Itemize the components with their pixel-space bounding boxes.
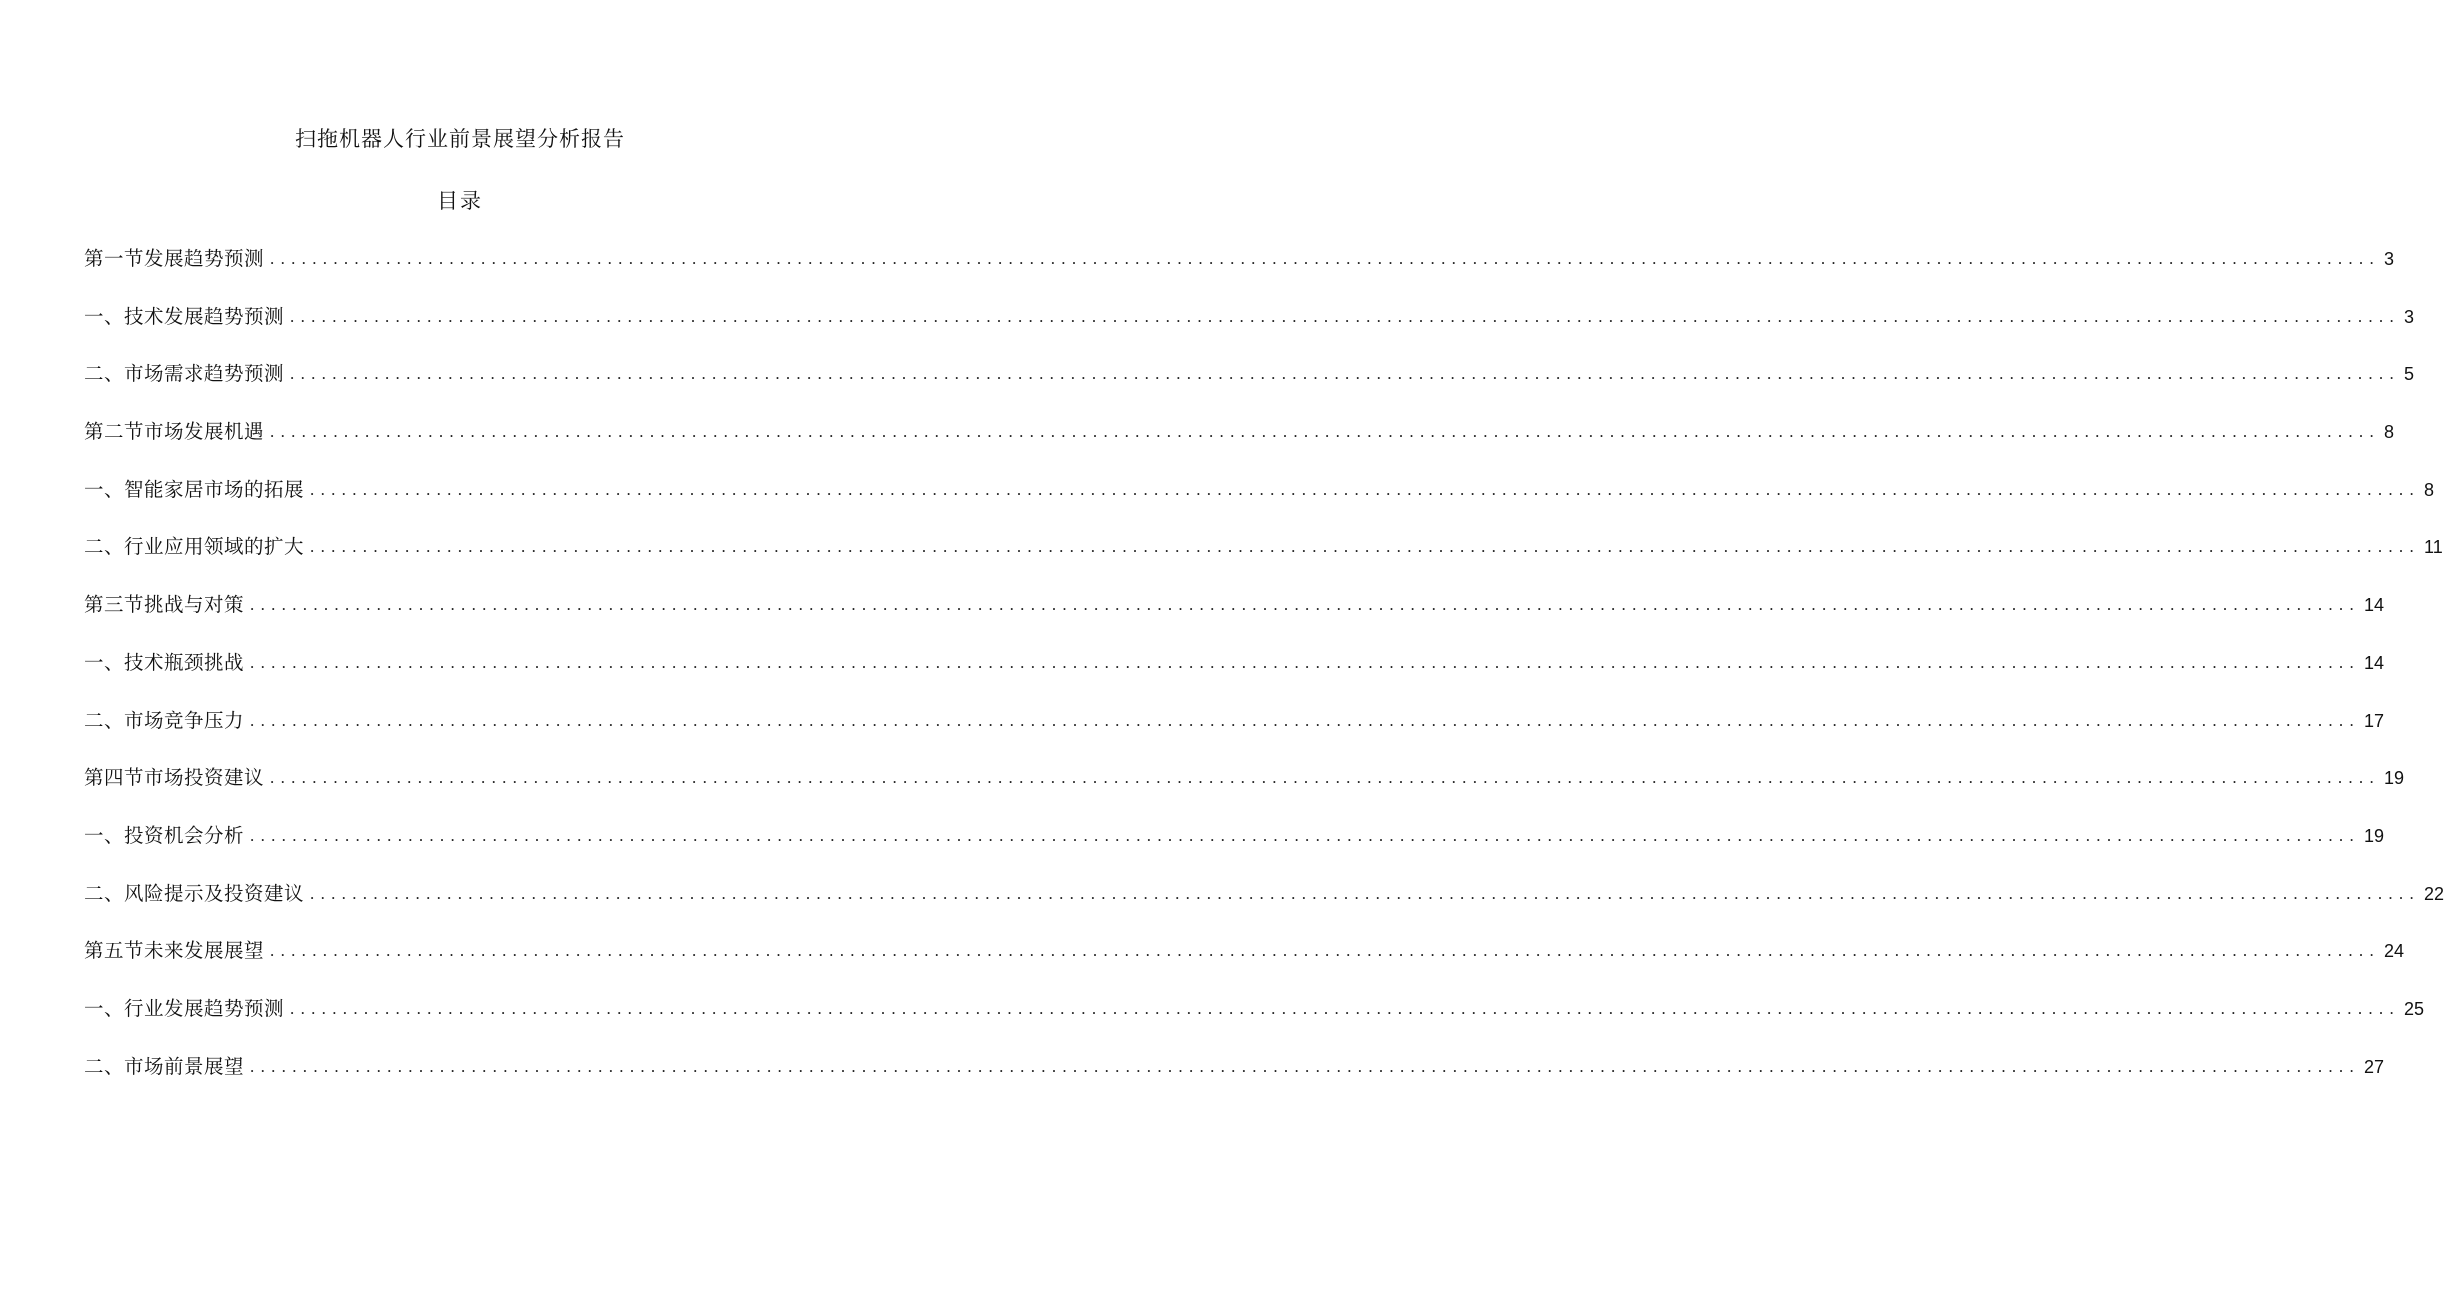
toc-entry-page: 24 (2384, 941, 2405, 962)
toc-leader-dots: ........................................................................................................................................................................................................ (250, 595, 2361, 615)
toc-leader-dots: ........................................................................................................................................................................................................ (270, 249, 2381, 268)
toc-entry[interactable] (84, 706, 2385, 736)
toc-entry-page: 22 (2424, 883, 2444, 904)
toc-entry[interactable] (84, 417, 2395, 447)
toc-entry-page: 19 (2384, 768, 2405, 789)
toc-entry-page: 14 (2364, 652, 2385, 673)
toc-leader-dots: ........................................................................................................................................................................................................ (310, 537, 2421, 557)
table-of-contents (84, 244, 2444, 1109)
toc-entry-label: 第一节发展趋势预测 (84, 247, 265, 270)
toc-entry-page: 27 (2364, 1056, 2385, 1077)
toc-entry[interactable] (84, 532, 2443, 562)
toc-entry-label: 第三节挑战与对策 (84, 593, 245, 617)
toc-entry-page: 25 (2404, 998, 2425, 1019)
toc-entry-page: 5 (2404, 364, 2415, 385)
toc-entry-label: 第四节市场投资建议 (84, 766, 265, 790)
toc-entry[interactable] (84, 879, 2444, 909)
toc-entry[interactable] (84, 763, 2405, 793)
toc-leader-dots: ........................................................................................................................................................................................................ (290, 364, 2401, 384)
toc-entry[interactable] (84, 821, 2385, 851)
toc-leader-dots: ........................................................................................................................................................................................................ (290, 998, 2401, 1018)
toc-leader-dots: ........................................................................................................................................................................................................ (250, 1056, 2361, 1076)
toc-leader-dots: ........................................................................................................................................................................................................ (270, 768, 2381, 788)
toc-entry[interactable] (84, 1052, 2385, 1082)
toc-leader-dots: ........................................................................................................................................................................................................ (250, 652, 2361, 672)
toc-entry[interactable] (84, 359, 2415, 389)
toc-entry-label: 二、市场竞争压力 (84, 708, 245, 732)
toc-entry-page: 3 (2404, 306, 2415, 327)
toc-entry-label: 一、技术发展趋势预测 (84, 304, 285, 328)
toc-entry[interactable] (84, 936, 2405, 966)
toc-entry[interactable] (84, 648, 2385, 678)
toc-entry[interactable] (84, 244, 2395, 274)
toc-entry-page: 8 (2424, 479, 2435, 500)
toc-leader-dots: ........................................................................................................................................................................................................ (290, 306, 2401, 326)
toc-entry[interactable] (84, 994, 2425, 1024)
toc-entry-page: 8 (2384, 422, 2395, 443)
toc-leader-dots: ........................................................................................................................................................................................................ (250, 825, 2361, 845)
toc-leader-dots: ........................................................................................................................................................................................................ (270, 941, 2381, 961)
toc-entry-page: 11 (2424, 537, 2443, 558)
toc-entry-label: 一、投资机会分析 (84, 823, 245, 847)
toc-entry-label: 一、技术瓶颈挑战 (84, 650, 245, 674)
toc-entry-label: 二、市场需求趋势预测 (84, 362, 285, 386)
toc-leader-dots: ........................................................................................................................................................................................................ (270, 422, 2381, 442)
toc-entry-page: 3 (2384, 249, 2395, 269)
toc-leader-dots: ........................................................................................................................................................................................................ (310, 883, 2421, 903)
toc-entry-page: 17 (2364, 710, 2385, 731)
toc-entry-label: 二、市场前景展望 (84, 1054, 245, 1078)
toc-leader-dots: ........................................................................................................................................................................................................ (250, 710, 2361, 730)
toc-entry[interactable] (84, 475, 2435, 505)
toc-leader-dots: ........................................................................................................................................................................................................ (310, 479, 2421, 499)
toc-entry-label: 一、行业发展趋势预测 (84, 996, 285, 1020)
toc-entry-page: 19 (2364, 825, 2385, 846)
toc-heading: 目录 (437, 189, 483, 213)
toc-entry-label: 第五节未来发展展望 (84, 939, 265, 963)
toc-entry-label: 二、行业应用领域的扩大 (84, 535, 305, 559)
toc-entry[interactable] (84, 302, 2415, 332)
toc-entry-label: 一、智能家居市场的拓展 (84, 477, 305, 501)
toc-entry-label: 第二节市场发展机遇 (84, 420, 265, 444)
toc-entry[interactable] (84, 590, 2385, 620)
document-title: 扫拖机器人行业前景展望分析报告 (295, 127, 625, 151)
toc-entry-page: 14 (2364, 595, 2385, 616)
toc-entry-label: 二、风险提示及投资建议 (84, 881, 305, 905)
